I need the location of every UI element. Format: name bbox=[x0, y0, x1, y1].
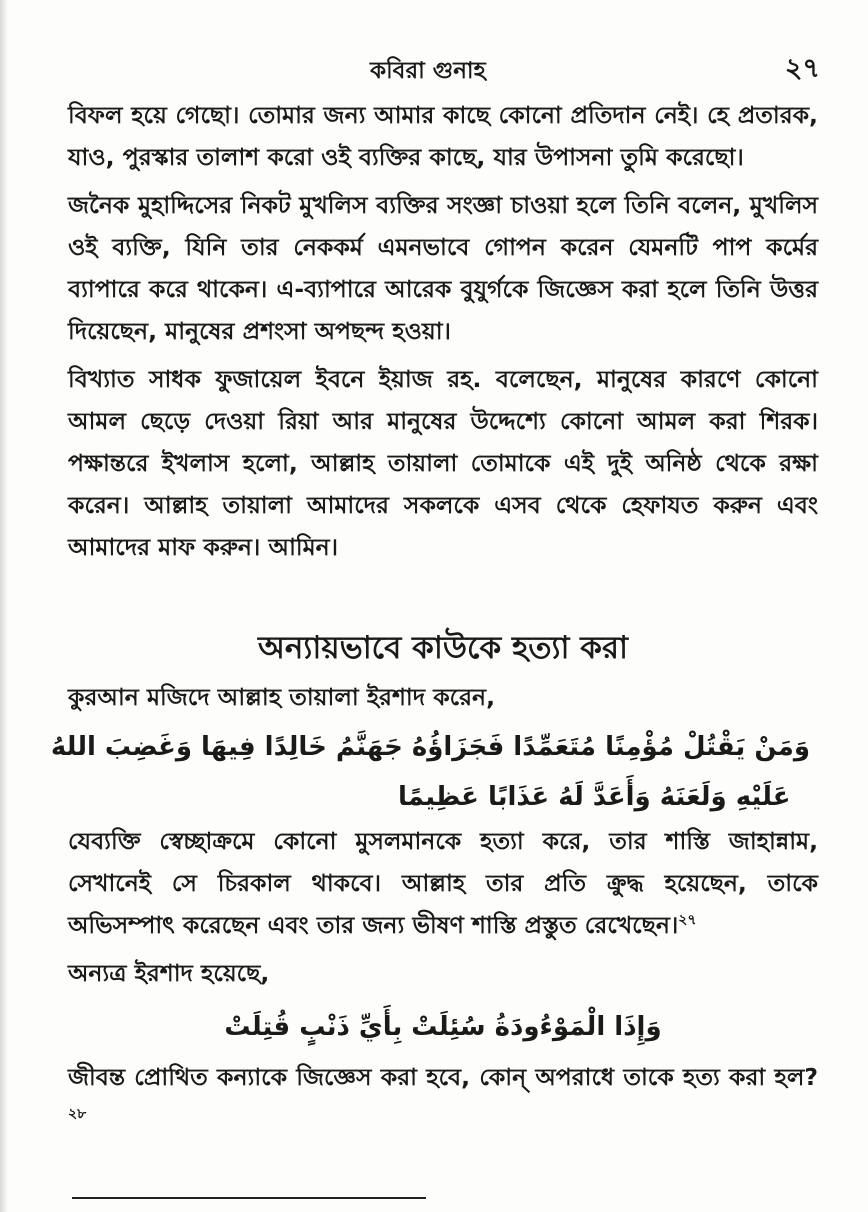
translation-2-text: জীবন্ত প্রোথিত কন্যাকে জিজ্ঞেস করা হবে, কোন্ অপরাধে তাকে হত্য করা হল? bbox=[68, 1063, 818, 1091]
translation-2 bbox=[68, 1056, 818, 1140]
quran-intro: কুরআন মজিদে আল্লাহ তায়ালা ইরশাদ করেন, bbox=[68, 683, 495, 711]
paragraph-1: বিফল হয়ে গেছো। তোমার জন্য আমার কাছে কোনো প্রতিদান নেই। হে প্রতারক, যাও, পুরস্কার তালাশ করো ওই ব্যক্তির কাছে, যার উপাসনা তুমি করেছো। bbox=[68, 101, 818, 171]
page-number: ২৭ bbox=[784, 53, 820, 84]
paragraph-3: বিখ্যাত সাধক ফুজায়েল ইবনে ইয়াজ রহ. বলেছেন, মানুষের কারণে কোনো আমল ছেড়ে দেওয়া রিয়া আর মানুষের উদ্দেশ্যে কোনো আমল করা শিরক। পক্ষান্তরে ইখলাস হলো, আল্লাহ তায়ালা তোমাকে এই দুই অনিষ্ঠ থেকে রক্ষা করেন। আল্লাহ তায়ালা আমাদের সকলকে এসব থেকে হেফাযত করুন এবং আমাদের মাফ করুন। আমিন। bbox=[68, 365, 818, 561]
arabic-verse-1-line-2: عَلَيْهِ وَلَعَنَهُ وَأَعَدَّ لَهُ عَذَابًا عَظِيمًا bbox=[398, 782, 791, 812]
paragraph-2: জনৈক মুহাদ্দিসের নিকট মুখলিস ব্যক্তির সংজ্ঞা চাওয়া হলে তিনি বলেন, মুখলিস ওই ব্যক্তি, যিনি তার নেককর্ম এমনভাবে গোপন করেন যেমনটি পাপ কর্মের ব্যাপারে করে থাকেন। এ-ব্যাপারে আরেক বুযুর্গকে জিজ্ঞেস করা হলে তিনি উত্তর দিয়েছেন, মানুষের প্রশংসা অপছন্দ হওয়া। bbox=[68, 191, 818, 345]
arabic-verse-1-line-1: وَمَنْ يَقْتُلْ مُؤْمِنًا مُتَعَمِّدًا فَجَزَاؤُهُ جَهَنَّمُ خَالِدًا فِيهَا وَغَضِبَ اللهُ bbox=[50, 732, 810, 762]
translation-1 bbox=[68, 820, 818, 946]
page-gutter-shadow bbox=[0, 0, 8, 1212]
arabic-verse-2: وَإِذَا الْمَوْءُودَةُ سُئِلَتْ بِأَيِّ ذَنْبٍ قُتِلَتْ bbox=[224, 1012, 662, 1042]
quran-intro-2: অন্যত্র ইরশাদ হয়েছে, bbox=[68, 959, 270, 987]
translation-1-text: যেব্যক্তি স্বেচ্ছাক্রমে কোনো মুসলমানকে হত্যা করে, তার শাস্তি জাহান্নাম, সেখানেই সে চিরকাল থাকবে। আল্লাহ তার প্রতি ক্রুদ্ধ হয়েছেন, তাকে অভিসম্পাৎ করেছেন এবং তার জন্য ভীষণ শাস্তি প্রস্তুত রেখেছেন। bbox=[68, 827, 818, 939]
running-head: কবিরা গুনাহ bbox=[370, 58, 486, 84]
footnote-ref-28: ২৮ bbox=[68, 1106, 87, 1123]
footnote-ref-27: ২৭ bbox=[678, 912, 697, 929]
body-text bbox=[50, 94, 818, 1146]
section-heading: অন্যায়ভাবে কাউকে হত্যা করা bbox=[258, 630, 628, 666]
footnote-divider bbox=[72, 1197, 426, 1199]
